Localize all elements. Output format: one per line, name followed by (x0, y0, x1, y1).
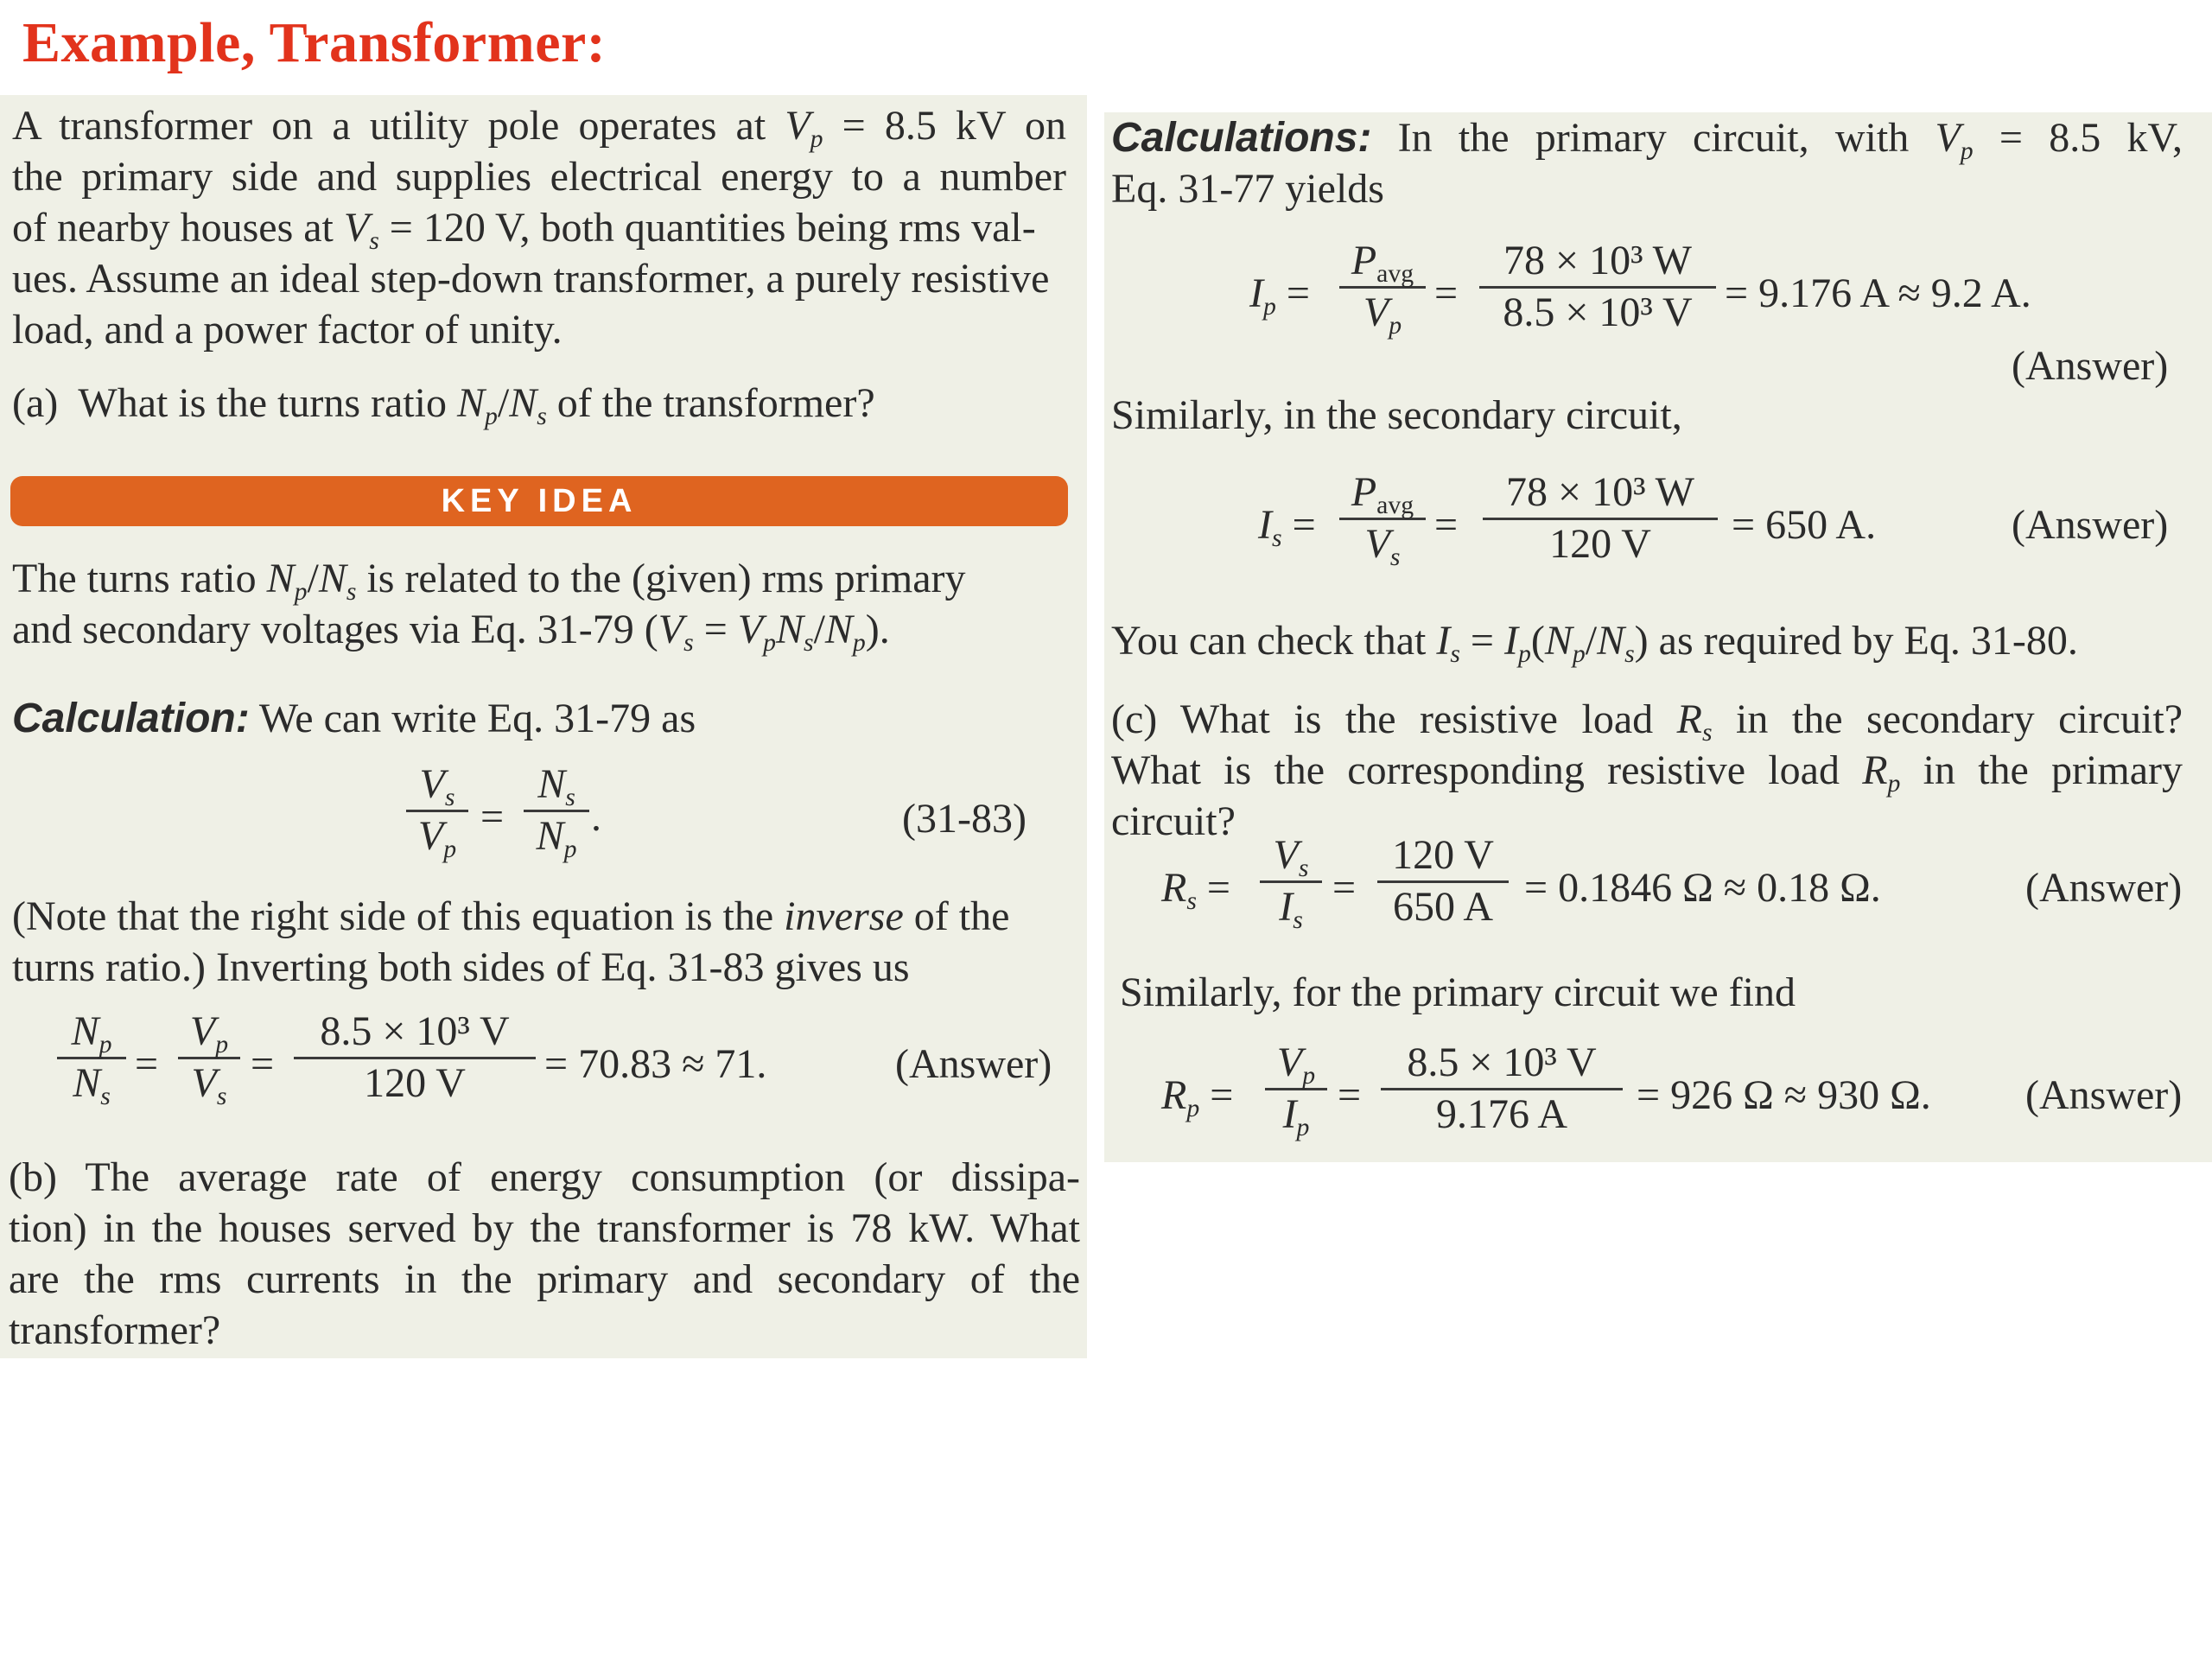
calculation-a: Calculation: We can write Eq. 31-79 as (12, 696, 696, 741)
fraction-rp-values: 8.5 × 10³ V 9.176 A (1381, 1039, 1623, 1138)
is-result: = 650 A. (1732, 502, 1877, 548)
note-line-1: (Note that the right side of this equation is the inverse of the (12, 893, 1010, 939)
equals-sign: = (480, 794, 505, 840)
page-title: Example, Transformer: (22, 11, 607, 74)
answer-label-is: (Answer) (2012, 502, 2169, 548)
key-idea-banner: KEY IDEA (10, 476, 1068, 526)
answer-label-a: (Answer) (895, 1041, 1052, 1087)
fraction-ip-values: 78 × 10³ W 8.5 × 10³ V (1479, 237, 1716, 336)
note-line-2: turns ratio.) Inverting both sides of Eq. 31-83 gives us (12, 944, 910, 990)
calculations-line-1: Calculations: In the primary circuit, with $V_p = 8.5$ kV, (1111, 115, 2183, 165)
question-c-line-3: circuit? (1111, 798, 1236, 844)
turns-ratio-result: = 70.83 ≈ 71. (544, 1041, 767, 1087)
question-c-line-1: (c) What is the resistive load $R_s$ in the secondary circuit? (1111, 696, 2183, 747)
is-symbol: $I_s$ = (1258, 502, 1316, 552)
fraction-np-ns: $N_p$ $N_s$ (57, 1007, 126, 1107)
rs-symbol: $R_s$ = (1161, 865, 1230, 915)
key-idea-line-2: and secondary voltages via Eq. 31-79 $(V_s = V_pN_s/N_p)$. (12, 607, 890, 657)
answer-label-rp: (Answer) (2025, 1072, 2183, 1118)
answer-label-rs: (Answer) (2025, 865, 2183, 911)
fraction-vp-ip: $V_p$ $I_p$ (1265, 1039, 1327, 1138)
fraction-is-values: 78 × 10³ W 120 V (1483, 468, 1718, 568)
calculation-label: Calculation: (12, 696, 250, 741)
key-idea-line-1: The turns ratio $N_p/N_s$ is related to the (given) rms primary (12, 556, 966, 606)
calculations-label: Calculations: (1111, 115, 1372, 161)
question-b-line-2: tion) in the houses served by the transformer is 78 kW. What (9, 1205, 1080, 1251)
rp-symbol: $R_p$ = (1161, 1072, 1234, 1122)
fraction-rs-values: 120 V 650 A (1377, 831, 1509, 931)
question-a: (a) What is the turns ratio $N_p/N_s$ of the transformer? (12, 380, 875, 430)
calculations-line-2: Eq. 31-77 yields (1111, 166, 1384, 212)
rp-result: = 926 Ω ≈ 930 Ω. (1637, 1072, 1931, 1118)
question-b-line-3: are the rms currents in the primary and secondary of the (9, 1256, 1080, 1302)
intro-line-5: load, and a power factor of unity. (12, 307, 563, 353)
ip-symbol: $I_p$ = (1249, 270, 1310, 321)
similarly-primary: Similarly, for the primary circuit we find (1120, 969, 1796, 1015)
intro-line-4: ues. Assume an ideal step-down transformer, a purely resistive (12, 256, 1050, 302)
fraction-vs-is: $V_s$ $I_s$ (1260, 831, 1322, 931)
fraction-vp-vs: $V_p$ $V_s$ (178, 1007, 240, 1107)
fraction-ns-np: $N_s$ $N_p$ (524, 760, 589, 860)
equation-number: (31-83) (902, 796, 1027, 842)
question-b-line-4: transformer? (9, 1307, 221, 1353)
answer-label-ip: (Answer) (2012, 343, 2169, 389)
fraction-turns-values: 8.5 × 10³ V 120 V (294, 1007, 536, 1107)
fraction-vs-vp: $V_s$ $V_p$ (406, 760, 468, 860)
intro-line-1: A transformer on a utility pole operates at $V_p = 8.5$ kV on (12, 103, 1066, 153)
question-b-line-1: (b) The average rate of energy consumption (or dissipa- (9, 1154, 1080, 1200)
fraction-pavg-vp: $P_{avg}$ $V_p$ (1339, 237, 1426, 336)
rs-result: = 0.1846 Ω ≈ 0.18 Ω. (1524, 865, 1881, 911)
check-line: You can check that $I_s = I_p(N_p/N_s)$ as required by Eq. 31-80. (1111, 618, 2078, 668)
intro-line-2: the primary side and supplies electrical energy to a number (12, 154, 1066, 200)
fraction-pavg-vs: $P_{avg}$ $V_s$ (1339, 468, 1426, 568)
question-c-line-2: What is the corresponding resistive load $R_p$ in the primary (1111, 747, 2183, 798)
ip-result: = 9.176 A ≈ 9.2 A. (1725, 270, 2031, 316)
intro-line-3: of nearby houses at $V_s = 120$ V, both quantities being rms val- (12, 205, 1036, 255)
similarly-secondary: Similarly, in the secondary circuit, (1111, 392, 1682, 438)
